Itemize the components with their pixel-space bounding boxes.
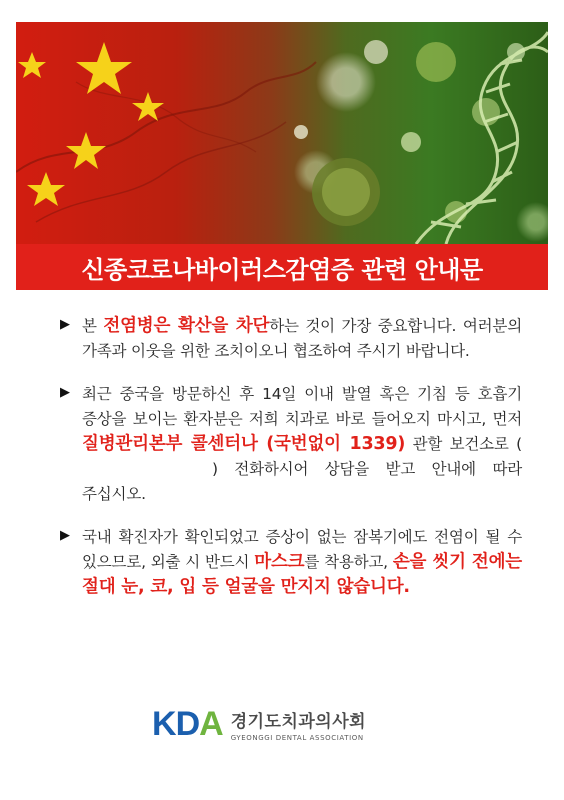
notice-text [82, 525, 522, 600]
logo-letter-a: A [199, 704, 223, 743]
logo-name-english: GYEONGGI DENTAL ASSOCIATION [230, 733, 364, 742]
body-text: 최근 중국을 방문하신 후 14일 이내 발열 혹은 기침 등 호흡기 증상을 보이는 환자분은 저희 치과로 바로 들어오지 마시고, 먼저 [82, 385, 522, 428]
notice-item [60, 314, 522, 364]
logo-mark [152, 705, 223, 744]
body-text: 관할 보건소로 ( [405, 435, 522, 453]
notice-item [60, 382, 522, 507]
body-text: 하는 것이 가장 중요합니다. 여러분의 가족과 이웃을 위한 조치이오니 협조하여 주시기 바랍니다. [82, 317, 522, 360]
banner-illustration [16, 22, 548, 244]
kda-logo [152, 700, 412, 748]
highlight-text: 마스크 [254, 552, 305, 572]
body-text: 국내 확진자가 확인되었고 증상이 없는 잠복기에도 전염이 될 수 있으므로, 외출 시 반드시 [82, 528, 522, 571]
triangle-right-icon: ▶ [60, 317, 70, 332]
page-title: 신종코로나바이러스감염증 관련 안내문 [81, 255, 483, 284]
notice-text [82, 314, 522, 364]
triangle-right-icon: ▶ [60, 385, 70, 400]
triangle-right-icon: ▶ [60, 528, 70, 543]
highlight-text: 손을 씻기 전에는 절대 눈, 코, 입 등 얼굴을 만지지 않습니다. [82, 552, 522, 597]
logo-texts [231, 707, 366, 742]
body-text: 본 [82, 317, 104, 335]
banner-image [16, 22, 548, 244]
title-bar [16, 244, 548, 290]
notice-item [60, 525, 522, 600]
notice-text [82, 382, 522, 507]
star-icon [18, 42, 164, 206]
highlight-text: 전염병은 확산을 차단 [103, 316, 270, 336]
logo-letter-d: D [175, 704, 200, 743]
notice-list [60, 314, 522, 618]
highlight-text: 질병관리본부 콜센터나 (국번없이 1339) [82, 434, 406, 454]
logo-name-korean: 경기도치과의사회 [230, 711, 367, 732]
body-text: 를 착용하고, [304, 553, 393, 571]
body-text: ) 전화하시어 상담을 받고 안내에 따라 주십시오. [82, 460, 522, 503]
logo-letter-k: K [152, 704, 176, 743]
